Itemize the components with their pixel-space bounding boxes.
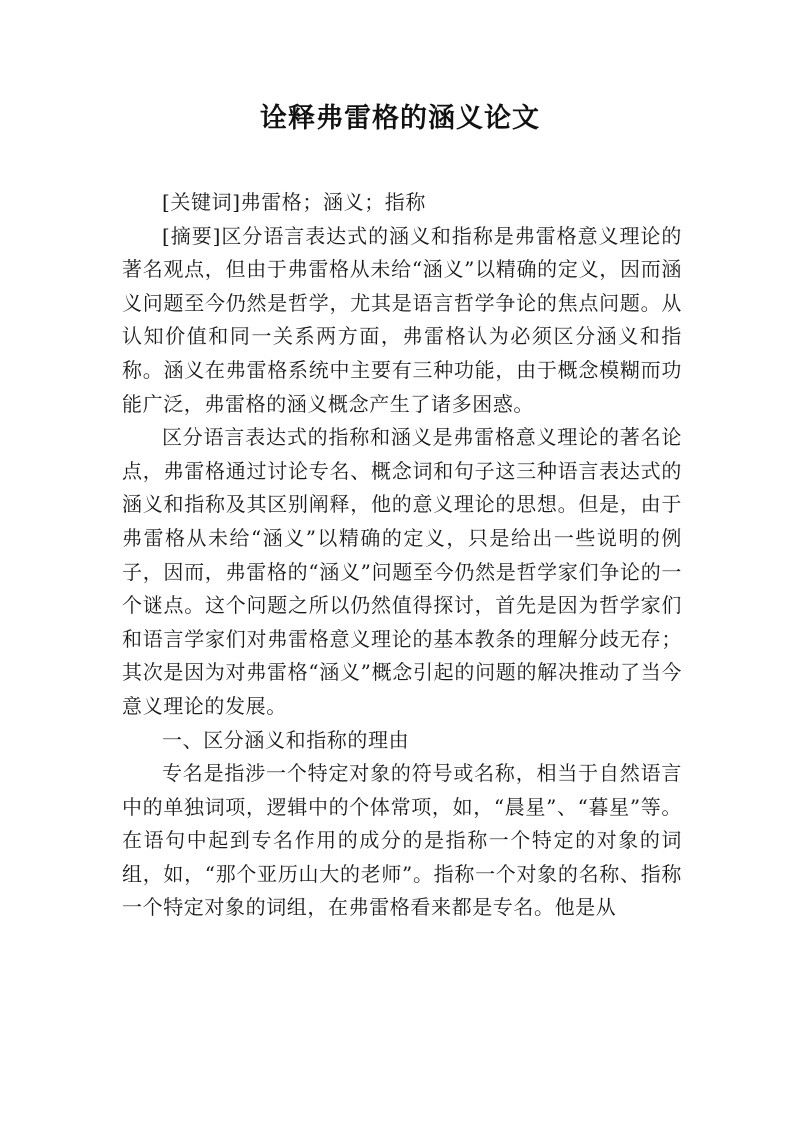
document-body xyxy=(122,186,682,925)
section-heading: 一、区分涵义和指称的理由 xyxy=(162,727,410,752)
body-paragraph: 专名是指涉一个特定对象的符号或名称，相当于自然语言中的单独词项，逻辑中的个体常项，如，“晨星”、“暮星”等。在语句中起到专名作用的成分的是指称一个特定的对象的词组，如，“那个亚历山大的老师”。指称一个对象的名称、指称一个特定对象的词组，在弗雷格看来都是专名。他是从 xyxy=(122,761,682,920)
abstract-paragraph: [摘要]区分语言表达式的涵义和指称是弗雷格意义理论的著名观点，但由于弗雷格从未给“涵义”以精确的定义，因而涵义问题至今仍然是哲学，尤其是语言哲学争论的焦点问题。从认知价值和同一关系两方面，弗雷格认为必须区分涵义和指称。涵义在弗雷格系统中主要有三种功能，由于概念模糊而功能广泛，弗雷格的涵义概念产生了诸多困惑。 xyxy=(122,223,682,416)
body-paragraph: 区分语言表达式的指称和涵义是弗雷格意义理论的著名论点，弗雷格通过讨论专名、概念词和句子这三种语言表达式的涵义和指称及其区别阐释，他的意义理论的思想。但是，由于弗雷格从未给“涵义”以精确的定义，只是给出一些说明的例子，因而，弗雷格的“涵义”问题至今仍然是哲学家们争论的一个谜点。这个问题之所以仍然值得探讨，首先是因为哲学家们和语言学家们对弗雷格意义理论的基本教条的理解分歧无存；其次是因为对弗雷格“涵义”概念引起的问题的解决推动了当今意义理论的发展。 xyxy=(122,425,682,718)
keywords-paragraph: [关键词]弗雷格；涵义；指称 xyxy=(162,190,427,214)
document-title: 诠释弗雷格的涵义论文 xyxy=(260,103,540,134)
